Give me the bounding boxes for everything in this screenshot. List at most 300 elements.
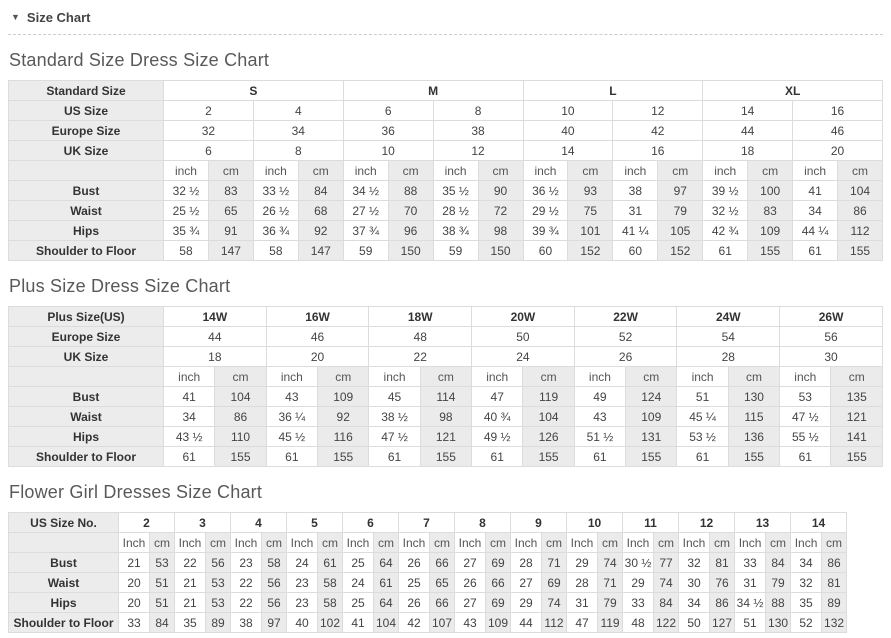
measurement-cell: 36 ¼ <box>266 407 317 427</box>
table-row <box>9 427 883 447</box>
measurement-cell: 79 <box>658 201 703 221</box>
measurement-cell: 98 <box>420 407 471 427</box>
size-value-cell: 50 <box>472 327 575 347</box>
size-value-cell: 8 <box>433 101 523 121</box>
measurement-cell: 51 <box>735 613 766 633</box>
size-group-cell: 12 <box>679 513 735 533</box>
measurement-cell: 26 <box>455 573 486 593</box>
measurement-cell: 72 <box>478 201 523 221</box>
measurement-cell: 155 <box>728 447 779 467</box>
measurement-cell: 31 <box>567 593 598 613</box>
measurement-cell: 109 <box>748 221 793 241</box>
size-value-cell: 52 <box>574 327 677 347</box>
measurement-cell: 43 <box>266 387 317 407</box>
table-row <box>9 121 883 141</box>
unit-cell: Inch <box>791 533 822 553</box>
measurement-cell: 30 <box>679 573 710 593</box>
measurement-cell: 97 <box>658 181 703 201</box>
unit-row <box>9 161 883 181</box>
measurement-cell: 91 <box>208 221 253 241</box>
measurement-cell: 110 <box>215 427 266 447</box>
size-value-cell: 44 <box>164 327 267 347</box>
measurement-cell: 147 <box>208 241 253 261</box>
measurement-cell: 135 <box>831 387 883 407</box>
measurement-cell: 26 ½ <box>253 201 298 221</box>
table-row <box>9 221 883 241</box>
measurement-cell: 55 ½ <box>780 427 831 447</box>
measurement-cell: 119 <box>523 387 574 407</box>
measurement-cell: 77 <box>654 553 679 573</box>
row-label: Europe Size <box>9 327 164 347</box>
measurement-cell: 53 ½ <box>677 427 728 447</box>
row-label: Waist <box>9 573 119 593</box>
measurement-cell: 86 <box>822 553 847 573</box>
measurement-cell: 155 <box>420 447 471 467</box>
measurement-cell: 115 <box>728 407 779 427</box>
measurement-cell: 56 <box>262 573 287 593</box>
unit-cell: cm <box>831 367 883 387</box>
measurement-cell: 20 <box>119 593 150 613</box>
row-label: Plus Size(US) <box>9 307 164 327</box>
table-row <box>9 81 883 101</box>
measurement-cell: 20 <box>119 573 150 593</box>
measurement-cell: 96 <box>388 221 433 241</box>
measurement-cell: 27 <box>511 573 542 593</box>
measurement-cell: 100 <box>748 181 793 201</box>
size-chart-section-header[interactable] <box>8 8 883 35</box>
measurement-cell: 53 <box>206 593 231 613</box>
measurement-cell: 36 ½ <box>523 181 568 201</box>
row-label: Waist <box>9 201 164 221</box>
unit-cell: cm <box>838 161 883 181</box>
measurement-cell: 45 <box>369 387 420 407</box>
measurement-cell: 31 <box>613 201 658 221</box>
size-value-cell: 18 <box>703 141 793 161</box>
table-row <box>9 513 847 533</box>
measurement-cell: 65 <box>430 573 455 593</box>
measurement-cell: 53 <box>206 573 231 593</box>
measurement-cell: 79 <box>766 573 791 593</box>
measurement-cell: 121 <box>420 427 471 447</box>
measurement-cell: 61 <box>374 573 399 593</box>
measurement-cell: 88 <box>388 181 433 201</box>
section-title: Size Chart <box>26 10 91 25</box>
measurement-cell: 74 <box>542 593 567 613</box>
measurement-cell: 42 <box>399 613 430 633</box>
measurement-cell: 66 <box>430 553 455 573</box>
size-group-cell: 26W <box>780 307 883 327</box>
measurement-cell: 130 <box>728 387 779 407</box>
measurement-cell: 124 <box>626 387 677 407</box>
unit-cell: Inch <box>567 533 598 553</box>
table-row <box>9 181 883 201</box>
measurement-cell: 44 <box>511 613 542 633</box>
standard-size-heading: Standard Size Dress Size Chart <box>9 50 270 70</box>
measurement-cell: 23 <box>231 553 262 573</box>
size-value-cell: 46 <box>793 121 883 141</box>
size-value-cell: 34 <box>253 121 343 141</box>
measurement-cell: 34 ½ <box>343 181 388 201</box>
measurement-cell: 38 <box>231 613 262 633</box>
size-value-cell: 22 <box>369 347 472 367</box>
measurement-cell: 35 <box>175 613 206 633</box>
size-group-cell: 9 <box>511 513 567 533</box>
table-row <box>9 573 847 593</box>
unit-cell: cm <box>478 161 523 181</box>
unit-cell: cm <box>728 367 779 387</box>
measurement-cell: 69 <box>486 593 511 613</box>
measurement-cell: 61 <box>472 447 523 467</box>
measurement-cell: 33 <box>119 613 150 633</box>
row-label: Shoulder to Floor <box>9 241 164 261</box>
measurement-cell: 58 <box>262 553 287 573</box>
measurement-cell: 21 <box>175 573 206 593</box>
unit-cell: Inch <box>623 533 654 553</box>
measurement-cell: 155 <box>318 447 369 467</box>
measurement-cell: 34 <box>679 593 710 613</box>
row-label: Bust <box>9 553 119 573</box>
measurement-cell: 152 <box>658 241 703 261</box>
standard-size-table <box>8 80 883 261</box>
measurement-cell: 68 <box>298 201 343 221</box>
size-value-cell: 26 <box>574 347 677 367</box>
unit-cell: cm <box>318 367 369 387</box>
measurement-cell: 141 <box>831 427 883 447</box>
size-value-cell: 14 <box>523 141 613 161</box>
measurement-cell: 107 <box>430 613 455 633</box>
measurement-cell: 31 <box>735 573 766 593</box>
unit-cell: inch <box>369 367 420 387</box>
measurement-cell: 25 ½ <box>164 201 209 221</box>
row-label: Hips <box>9 593 119 613</box>
measurement-cell: 59 <box>433 241 478 261</box>
collapse-arrow-icon: ▼ <box>11 12 20 22</box>
measurement-cell: 40 ¾ <box>472 407 523 427</box>
measurement-cell: 86 <box>710 593 735 613</box>
measurement-cell: 66 <box>486 573 511 593</box>
measurement-cell: 119 <box>598 613 623 633</box>
measurement-cell: 47 <box>567 613 598 633</box>
measurement-cell: 43 <box>455 613 486 633</box>
unit-cell: inch <box>164 161 209 181</box>
measurement-cell: 155 <box>838 241 883 261</box>
measurement-cell: 21 <box>119 553 150 573</box>
measurement-cell: 28 ½ <box>433 201 478 221</box>
measurement-cell: 33 <box>623 593 654 613</box>
unit-row <box>9 533 847 553</box>
size-group-cell: S <box>164 81 344 101</box>
size-group-cell: 5 <box>287 513 343 533</box>
unit-cell: cm <box>388 161 433 181</box>
size-value-cell: 54 <box>677 327 780 347</box>
measurement-cell: 32 ½ <box>164 181 209 201</box>
measurement-cell: 33 <box>735 553 766 573</box>
unit-cell: inch <box>472 367 523 387</box>
size-value-cell: 42 <box>613 121 703 141</box>
size-value-cell: 30 <box>780 347 883 367</box>
measurement-cell: 60 <box>523 241 568 261</box>
measurement-cell: 30 ½ <box>623 553 654 573</box>
measurement-cell: 126 <box>523 427 574 447</box>
size-tables-container <box>8 50 883 633</box>
measurement-cell: 61 <box>703 241 748 261</box>
measurement-cell: 39 ¾ <box>523 221 568 241</box>
measurement-cell: 70 <box>388 201 433 221</box>
measurement-cell: 109 <box>486 613 511 633</box>
measurement-cell: 27 <box>455 553 486 573</box>
measurement-cell: 35 <box>791 593 822 613</box>
measurement-cell: 84 <box>766 553 791 573</box>
unit-cell: cm <box>420 367 471 387</box>
size-group-cell: M <box>343 81 523 101</box>
size-group-cell: 3 <box>175 513 231 533</box>
unit-cell: cm <box>430 533 455 553</box>
measurement-cell: 56 <box>262 593 287 613</box>
measurement-cell: 60 <box>613 241 658 261</box>
size-value-cell: 12 <box>433 141 523 161</box>
measurement-cell: 53 <box>780 387 831 407</box>
size-group-cell: 14W <box>164 307 267 327</box>
unit-cell: cm <box>654 533 679 553</box>
measurement-cell: 58 <box>318 593 343 613</box>
table-row <box>9 387 883 407</box>
measurement-cell: 43 ½ <box>164 427 215 447</box>
size-value-cell: 20 <box>266 347 369 367</box>
unit-cell: cm <box>766 533 791 553</box>
size-group-cell: 14 <box>791 513 847 533</box>
measurement-cell: 21 <box>175 593 206 613</box>
row-label: UK Size <box>9 141 164 161</box>
measurement-cell: 155 <box>626 447 677 467</box>
unit-cell: Inch <box>735 533 766 553</box>
row-label <box>9 533 119 553</box>
measurement-cell: 61 <box>318 553 343 573</box>
measurement-cell: 116 <box>318 427 369 447</box>
measurement-cell: 22 <box>231 593 262 613</box>
measurement-cell: 66 <box>430 593 455 613</box>
measurement-cell: 36 ¾ <box>253 221 298 241</box>
measurement-cell: 109 <box>318 387 369 407</box>
measurement-cell: 25 <box>343 553 374 573</box>
measurement-cell: 127 <box>710 613 735 633</box>
size-value-cell: 18 <box>164 347 267 367</box>
measurement-cell: 71 <box>598 573 623 593</box>
row-label: Europe Size <box>9 121 164 141</box>
size-value-cell: 24 <box>472 347 575 367</box>
size-value-cell: 8 <box>253 141 343 161</box>
measurement-cell: 88 <box>766 593 791 613</box>
measurement-cell: 86 <box>215 407 266 427</box>
unit-cell: cm <box>626 367 677 387</box>
unit-cell: inch <box>164 367 215 387</box>
size-value-cell: 32 <box>164 121 254 141</box>
measurement-cell: 32 <box>679 553 710 573</box>
measurement-cell: 40 <box>287 613 318 633</box>
measurement-cell: 132 <box>822 613 847 633</box>
unit-cell: cm <box>542 533 567 553</box>
measurement-cell: 33 ½ <box>253 181 298 201</box>
table-row <box>9 307 883 327</box>
measurement-cell: 50 <box>679 613 710 633</box>
size-value-cell: 10 <box>343 141 433 161</box>
measurement-cell: 104 <box>215 387 266 407</box>
measurement-cell: 34 <box>793 201 838 221</box>
size-group-cell: 11 <box>623 513 679 533</box>
size-value-cell: 38 <box>433 121 523 141</box>
unit-cell: Inch <box>231 533 262 553</box>
size-group-cell: 4 <box>231 513 287 533</box>
measurement-cell: 102 <box>318 613 343 633</box>
measurement-cell: 48 <box>623 613 654 633</box>
table-row <box>9 201 883 221</box>
plus-size-table <box>8 306 883 467</box>
measurement-cell: 61 <box>369 447 420 467</box>
table-row <box>9 593 847 613</box>
size-value-cell: 10 <box>523 101 613 121</box>
measurement-cell: 34 <box>791 553 822 573</box>
unit-cell: Inch <box>343 533 374 553</box>
measurement-cell: 147 <box>298 241 343 261</box>
table-row <box>9 613 847 633</box>
size-value-cell: 36 <box>343 121 433 141</box>
unit-cell: cm <box>262 533 287 553</box>
measurement-cell: 74 <box>598 553 623 573</box>
measurement-cell: 76 <box>710 573 735 593</box>
measurement-cell: 44 ¼ <box>793 221 838 241</box>
unit-cell: inch <box>703 161 748 181</box>
size-group-cell: 18W <box>369 307 472 327</box>
measurement-cell: 152 <box>568 241 613 261</box>
unit-cell: cm <box>822 533 847 553</box>
measurement-cell: 150 <box>388 241 433 261</box>
size-value-cell: 56 <box>780 327 883 347</box>
size-group-cell: XL <box>703 81 883 101</box>
measurement-cell: 112 <box>542 613 567 633</box>
unit-cell: inch <box>253 161 298 181</box>
measurement-cell: 41 <box>164 387 215 407</box>
measurement-cell: 97 <box>262 613 287 633</box>
measurement-cell: 150 <box>478 241 523 261</box>
measurement-cell: 23 <box>287 593 318 613</box>
row-label: Shoulder to Floor <box>9 447 164 467</box>
measurement-cell: 155 <box>215 447 266 467</box>
measurement-cell: 109 <box>626 407 677 427</box>
unit-cell: inch <box>343 161 388 181</box>
flower-girl-table <box>8 512 847 633</box>
measurement-cell: 34 ½ <box>735 593 766 613</box>
measurement-cell: 25 <box>399 573 430 593</box>
measurement-cell: 64 <box>374 553 399 573</box>
measurement-cell: 53 <box>150 553 175 573</box>
measurement-cell: 69 <box>486 553 511 573</box>
measurement-cell: 32 <box>791 573 822 593</box>
unit-cell: cm <box>598 533 623 553</box>
measurement-cell: 22 <box>231 573 262 593</box>
unit-cell: cm <box>568 161 613 181</box>
size-value-cell: 20 <box>793 141 883 161</box>
size-value-cell: 4 <box>253 101 343 121</box>
size-value-cell: 40 <box>523 121 613 141</box>
unit-cell: cm <box>208 161 253 181</box>
measurement-cell: 41 <box>793 181 838 201</box>
size-group-cell: 6 <box>343 513 399 533</box>
unit-cell: inch <box>613 161 658 181</box>
measurement-cell: 56 <box>206 553 231 573</box>
measurement-cell: 26 <box>399 593 430 613</box>
unit-cell: Inch <box>287 533 318 553</box>
size-group-cell: 22W <box>574 307 677 327</box>
measurement-cell: 93 <box>568 181 613 201</box>
unit-cell: Inch <box>679 533 710 553</box>
size-value-cell: 28 <box>677 347 780 367</box>
measurement-cell: 23 <box>287 573 318 593</box>
row-label: Hips <box>9 427 164 447</box>
measurement-cell: 83 <box>208 181 253 201</box>
table-row <box>9 241 883 261</box>
unit-cell: cm <box>298 161 343 181</box>
unit-cell: cm <box>710 533 735 553</box>
measurement-cell: 84 <box>298 181 343 201</box>
measurement-cell: 29 <box>623 573 654 593</box>
size-value-cell: 44 <box>703 121 793 141</box>
measurement-cell: 41 ¼ <box>613 221 658 241</box>
unit-cell: cm <box>206 533 231 553</box>
measurement-cell: 74 <box>654 573 679 593</box>
measurement-cell: 47 <box>472 387 523 407</box>
measurement-cell: 122 <box>654 613 679 633</box>
measurement-cell: 104 <box>838 181 883 201</box>
size-group-cell: L <box>523 81 703 101</box>
measurement-cell: 39 ½ <box>703 181 748 201</box>
measurement-cell: 47 ½ <box>780 407 831 427</box>
measurement-cell: 83 <box>748 201 793 221</box>
measurement-cell: 27 <box>455 593 486 613</box>
measurement-cell: 155 <box>831 447 883 467</box>
unit-cell: Inch <box>119 533 150 553</box>
unit-cell: cm <box>374 533 399 553</box>
measurement-cell: 105 <box>658 221 703 241</box>
row-label: US Size <box>9 101 164 121</box>
measurement-cell: 35 ½ <box>433 181 478 201</box>
measurement-cell: 89 <box>822 593 847 613</box>
measurement-cell: 28 <box>511 553 542 573</box>
unit-cell: cm <box>523 367 574 387</box>
flower-girl-heading: Flower Girl Dresses Size Chart <box>9 482 263 502</box>
measurement-cell: 92 <box>318 407 369 427</box>
size-value-cell: 46 <box>266 327 369 347</box>
unit-cell: inch <box>677 367 728 387</box>
measurement-cell: 29 <box>567 553 598 573</box>
measurement-cell: 136 <box>728 427 779 447</box>
table-row <box>9 141 883 161</box>
unit-cell: inch <box>574 367 625 387</box>
unit-cell: cm <box>658 161 703 181</box>
measurement-cell: 61 <box>266 447 317 467</box>
measurement-cell: 64 <box>374 593 399 613</box>
measurement-cell: 45 ½ <box>266 427 317 447</box>
measurement-cell: 86 <box>838 201 883 221</box>
measurement-cell: 38 ¾ <box>433 221 478 241</box>
size-group-cell: 20W <box>472 307 575 327</box>
measurement-cell: 24 <box>343 573 374 593</box>
size-value-cell: 48 <box>369 327 472 347</box>
measurement-cell: 49 ½ <box>472 427 523 447</box>
measurement-cell: 22 <box>175 553 206 573</box>
table-row <box>9 407 883 427</box>
measurement-cell: 47 ½ <box>369 427 420 447</box>
measurement-cell: 81 <box>822 573 847 593</box>
measurement-cell: 101 <box>568 221 613 241</box>
